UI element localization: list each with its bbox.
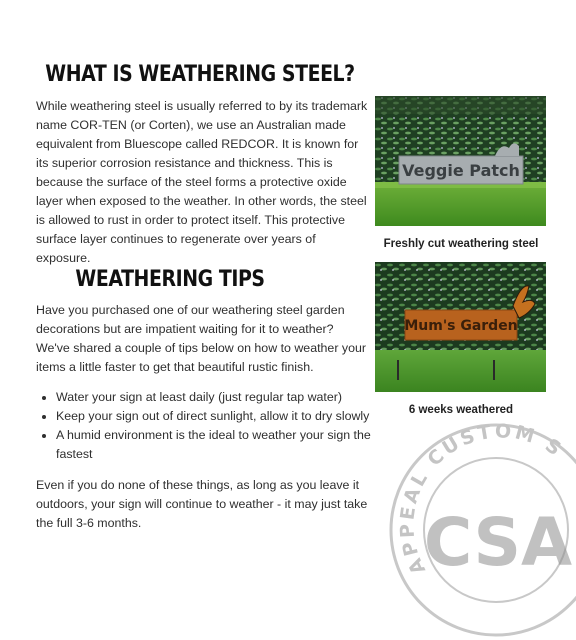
- tip-item: • Keep your sign out of direct sunlight, allow it to dry slowly: [56, 407, 390, 426]
- tip-item: • Water your sign at least daily (just regular tap water): [56, 388, 390, 407]
- stamp-ring-text: APPEAL CUSTOM S: [396, 420, 568, 578]
- heading-weathering-tips: WEATHERING TIPS: [75, 267, 265, 292]
- weathering-tips-intro: Have you purchased one of our weathering steel garden decorations but are impatient waiting for it to weather? We've shared a couple of tips below on how to weather your items a little faster to get that beautiful rustic finish.: [36, 303, 366, 374]
- photo-caption: 6 weeks weathered: [408, 404, 514, 416]
- tip-item: • A humid environment is the ideal to weather your sign the fastest: [56, 426, 390, 464]
- photo-sign-text: Veggie Patch: [402, 161, 520, 180]
- stamp-logo: CSA: [423, 504, 573, 581]
- photo-freshly-cut-sign: [375, 96, 546, 226]
- photo-caption: Freshly cut weathering steel: [383, 238, 539, 250]
- photo-sign-text: Mum's Garden: [404, 318, 518, 334]
- company-stamp-watermark: [386, 420, 576, 640]
- weathering-tips-list: [36, 388, 390, 464]
- heading-what-is-weathering-steel: WHAT IS WEATHERING STEEL?: [45, 62, 355, 87]
- weathering-steel-description: While weathering steel is usually referred to by its trademark name COR-TEN (or Corten), we use an Australian made equivalent from Bluescope called REDCOR. It is known for its superior corrosion resistance and thickness. This is because the surface of the steel forms a protective oxide layer when exposed to the weather. In other words, the steel is allowed to rust in order to protect itself. This protective surface layer continues to regenerate over years of exposure.: [36, 99, 368, 265]
- photo-weathered-sign: [375, 262, 546, 392]
- weathering-tips-outro: Even if you do none of these things, as long as you leave it outdoors, your sign will continue to weather - it may just take the full 3-6 months.: [36, 478, 368, 530]
